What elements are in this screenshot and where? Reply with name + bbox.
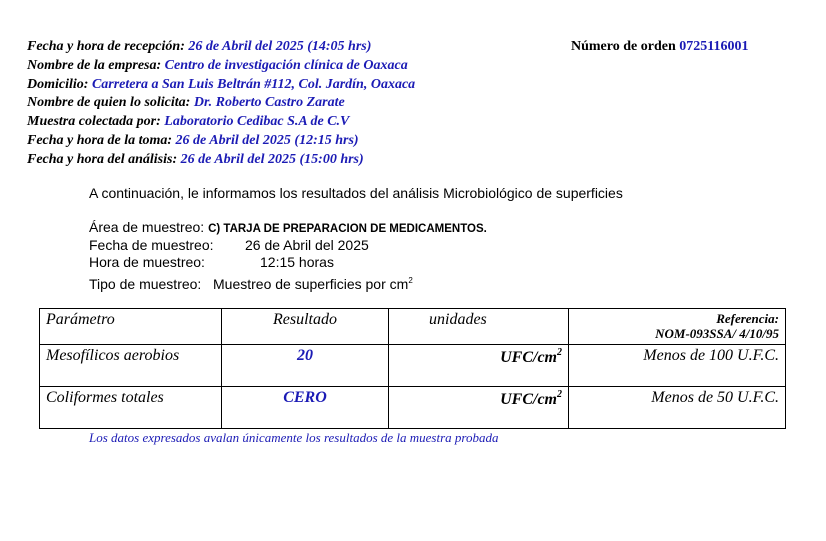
header-row-collected-by	[27, 113, 787, 132]
order-label: Número de orden	[571, 39, 680, 54]
time-value: 12:15 horas	[260, 254, 334, 270]
header-row-requester	[27, 94, 787, 113]
area-value: C) TARJA DE PREPARACION DE MEDICAMENTOS.	[208, 223, 487, 235]
referencia-title: Referencia:	[716, 311, 779, 326]
header-row-company	[27, 57, 787, 76]
area-label: Área de muestreo:	[89, 219, 209, 235]
cell-parametro: Coliformes totales	[40, 387, 222, 429]
cell-unidad	[389, 345, 569, 387]
sample-details	[89, 219, 487, 292]
disclaimer-note: Los datos expresados avalan únicamente los resultados de la muestra probada	[89, 430, 499, 445]
header-row-sampling-time	[27, 132, 787, 151]
field-label: Nombre de la empresa:	[27, 57, 165, 73]
header-referencia	[569, 309, 786, 345]
field-label: Fecha y hora de la toma:	[27, 132, 176, 148]
table-row	[40, 387, 786, 429]
date-label: Fecha de muestreo:	[89, 236, 214, 253]
results-table	[39, 308, 786, 429]
unit-text: UFC/cm	[500, 349, 557, 366]
sample-time-line	[89, 254, 487, 272]
field-label: Fecha y hora de recepción:	[27, 39, 189, 54]
field-label: Domicilio:	[27, 76, 92, 92]
time-label: Hora de muestreo:	[89, 254, 205, 270]
type-label: Tipo de muestreo:	[89, 275, 202, 292]
field-value: 26 de Abril del 2025 (14:05 hrs)	[188, 39, 372, 54]
cell-referencia: Menos de 100 U.F.C.	[569, 345, 786, 387]
type-value: Muestreo de superficies por cm	[213, 275, 409, 292]
field-value: Laboratorio Cedibac S.A de C.V	[164, 114, 350, 130]
cell-unidad	[389, 387, 569, 429]
unit-text: UFC/cm	[500, 391, 557, 408]
header-parametro: Parámetro	[40, 309, 222, 345]
sample-date-line	[89, 237, 487, 255]
cell-parametro: Mesofílicos aerobios	[40, 345, 222, 387]
field-label: Fecha y hora del análisis:	[27, 151, 181, 167]
referencia-norm: NOM-093SSA/ 4/10/95	[655, 326, 779, 341]
header-resultado: Resultado	[222, 309, 389, 345]
field-value: Carretera a San Luis Beltrán #112, Col. Jardín, Oaxaca	[91, 76, 416, 92]
cell-referencia: Menos de 50 U.F.C.	[569, 387, 786, 429]
field-value: Centro de investigación clínica de Oaxaca	[164, 57, 408, 73]
field-value: 26 de Abril del 2025 (12:15 hrs)	[175, 132, 359, 148]
date-value: 26 de Abril del 2025	[245, 236, 369, 253]
order-number: 0725116001	[679, 39, 749, 54]
field-label: Muestra colectada por:	[27, 114, 165, 130]
header-row-analysis-time	[27, 151, 787, 170]
header-row-address	[27, 76, 787, 95]
field-label: Nombre de quien lo solicita:	[27, 95, 194, 111]
unit-superscript: 2	[557, 389, 562, 400]
header-unidades: unidades	[389, 309, 569, 345]
type-superscript: 2	[408, 275, 413, 285]
report-header	[27, 38, 787, 170]
sample-area-line	[89, 219, 487, 237]
field-value: Dr. Roberto Castro Zarate	[193, 95, 345, 111]
table-row	[40, 345, 786, 387]
field-value: 26 de Abril del 2025 (15:00 hrs)	[180, 151, 364, 167]
sample-type-line	[89, 272, 487, 290]
cell-resultado: 20	[222, 345, 389, 387]
cell-resultado: CERO	[222, 387, 389, 429]
unit-superscript: 2	[557, 347, 562, 358]
intro-text: A continuación, le informamos los resultados del análisis Microbiológico de superficies	[89, 185, 623, 201]
order-number-block	[571, 38, 748, 57]
table-header-row	[40, 309, 786, 345]
